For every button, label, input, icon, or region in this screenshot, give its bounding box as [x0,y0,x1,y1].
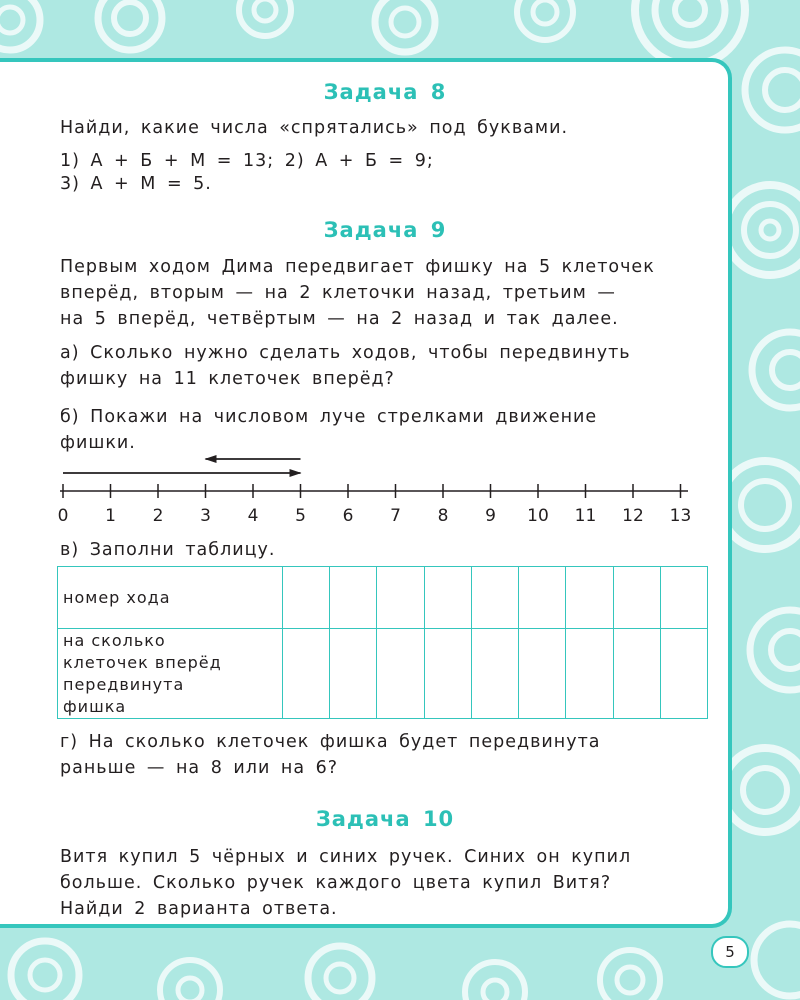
answer-cell[interactable] [330,629,377,719]
task8-equations-2: 3) А + М = 5. [60,174,212,194]
number-line-tick-label: 10 [527,506,549,526]
answer-cell[interactable] [519,567,566,629]
answer-cell[interactable] [424,567,471,629]
answer-cell[interactable] [660,567,707,629]
number-line-tick-label: 8 [437,506,449,526]
number-line-tick-label: 4 [247,506,259,526]
answer-cell[interactable] [471,567,518,629]
task9-question-b: фишки. [60,433,136,453]
task10-text-line: Витя купил 5 чёрных и синих ручек. Синих он купил [60,847,632,867]
task10-text-line: Найди 2 варианта ответа. [60,899,338,919]
row-label-move-number: номер хода [58,567,283,629]
number-line-tick-label: 2 [152,506,164,526]
answer-cell[interactable] [283,629,330,719]
table-row [58,567,708,629]
answer-cell[interactable] [471,629,518,719]
task8-text: Найди, какие числа «спрятались» под буквами. [60,118,569,138]
answer-cell[interactable] [660,629,707,719]
number-line-tick-label: 3 [200,506,211,526]
task9-intro-line: Первым ходом Дима передвигает фишку на 5 клеточек [60,257,655,277]
number-line-tick-label: 5 [295,506,306,526]
task8-equations-1: 1) А + Б + М = 13; 2) А + Б = 9; [60,151,434,171]
task9-intro-line: вперёд, вторым — на 2 клеточки назад, третьим — [60,283,616,303]
answer-cell[interactable] [283,567,330,629]
number-line-tick-label: 1 [105,506,116,526]
number-line-tick-label: 7 [390,506,401,526]
answer-cell[interactable] [566,629,613,719]
row-label-cells-forward: на сколько клеточек вперёд передвинута фишка [58,629,283,719]
task9-question-d: г) На сколько клеточек фишка будет передвинута [60,732,601,752]
number-line [0,440,720,540]
table-row [58,629,708,719]
task9-question-d: раньше — на 8 или на 6? [60,758,339,778]
answer-cell[interactable] [377,629,424,719]
number-line-tick-label: 6 [342,506,354,526]
number-line-tick-label: 11 [574,506,597,526]
task9-question-c: в) Заполни таблицу. [60,540,276,560]
task10-text-line: больше. Сколько ручек каждого цвета купил Витя? [60,873,612,893]
answer-cell[interactable] [613,567,660,629]
task9-intro-line: на 5 вперёд, четвёртым — на 2 назад и так далее. [60,309,619,329]
number-line-tick-label: 0 [57,506,69,526]
answer-cell[interactable] [613,629,660,719]
answer-table [57,566,708,719]
answer-cell[interactable] [377,567,424,629]
answer-cell[interactable] [519,629,566,719]
answer-cell[interactable] [566,567,613,629]
number-line-tick-label: 12 [622,506,644,526]
task9-question-b: б) Покажи на числовом луче стрелками движение [60,407,598,427]
number-line-tick-label: 13 [669,506,692,526]
answer-cell[interactable] [424,629,471,719]
number-line-tick-label: 9 [485,506,496,526]
task8-title: Задача 8 [323,80,447,104]
task9-title: Задача 9 [323,218,447,242]
task9-question-a: а) Сколько нужно сделать ходов, чтобы передвинуть [60,343,631,363]
task9-question-a: фишку на 11 клеточек вперёд? [60,369,395,389]
answer-cell[interactable] [330,567,377,629]
page-number: 5 [711,936,749,968]
task10-title: Задача 10 [315,807,455,831]
